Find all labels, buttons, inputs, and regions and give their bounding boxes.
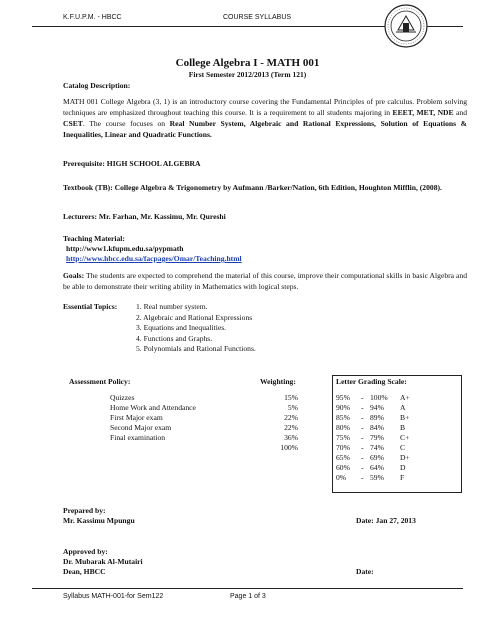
grade-high: 79% [370, 433, 384, 442]
approved-date: Date: [356, 567, 374, 576]
grade-low: 0% [336, 473, 347, 482]
teaching-heading: Teaching Material: [63, 234, 125, 243]
catalog-description [63, 96, 467, 140]
prerequisite: Prerequisite: HIGH SCHOOL ALGEBRA [63, 159, 201, 168]
grade-low: 80% [336, 423, 350, 432]
prepared-label: Prepared by: [63, 506, 106, 515]
grade-letter: A [400, 403, 406, 412]
approved-name: Dr. Mubarak Al-Mutairi [63, 557, 143, 566]
grade-dash: - [361, 443, 364, 452]
header-institution: K.F.U.P.M. - HBCC [63, 14, 122, 21]
assessment-item-weight: 22% [284, 423, 298, 432]
grade-letter: F [400, 473, 405, 482]
grade-low: 70% [336, 443, 350, 452]
topic-item: 5. Polynomials and Rational Functions. [136, 344, 256, 353]
grade-letter: B+ [400, 413, 410, 422]
grade-high: 74% [370, 443, 384, 452]
grade-dash: - [361, 393, 364, 402]
topic-item: 3. Equations and Inequalities. [136, 323, 227, 332]
teaching-link-kfupm[interactable]: http://www1.kfupm.edu.sa/pypmath [66, 244, 184, 253]
grade-dash: - [361, 463, 364, 472]
goals-text: The students are expected to comprehend the material of this course, improve their computational skills in basic Algebra and be able to demonstrate their writing ability in Mathematics with logical steps. [63, 271, 467, 291]
catalog-majors: EEET, MET, NDE [392, 108, 454, 117]
grade-letter: D [400, 463, 406, 472]
page-subtitle: First Semester 2012/2013 (Term 121) [188, 70, 307, 79]
goals-label: Goals: [63, 271, 85, 280]
grade-letter: A+ [400, 393, 410, 402]
assessment-item-weight: 36% [284, 433, 298, 442]
grade-high: 59% [370, 473, 384, 482]
topic-item: 2. Algebraic and Rational Expressions [136, 312, 253, 322]
assessment-item-weight: 22% [284, 413, 298, 422]
grade-high: 69% [370, 453, 384, 462]
grade-letter: B [400, 423, 406, 432]
grade-low: 65% [336, 453, 350, 462]
grade-dash: - [361, 413, 364, 422]
grade-dash: - [361, 403, 364, 412]
grade-low: 60% [336, 463, 350, 472]
catalog-focus: Real Number System, Algebraic and Rational Expressions, Solution of Equations & Inequalities, Linear and Quadratic Functions. [63, 119, 467, 139]
approved-label: Approved by: [63, 547, 108, 556]
grade-low: 90% [336, 403, 350, 412]
grade-high: 100% [370, 393, 388, 402]
grade-high: 64% [370, 463, 384, 472]
footer-page: Page 1 of 3 [230, 593, 266, 600]
topic-item: 1. Real number system. [136, 302, 208, 311]
header-course-syllabus: COURSE SYLLABUS [223, 14, 292, 21]
prepared-name: Mr. Kassimu Mpungu [63, 516, 135, 525]
topics-list [136, 302, 256, 355]
approved-role: Dean, HBCC [63, 567, 106, 576]
assessment-item-name: Final examination [110, 433, 166, 442]
assessment-policy-label: Assessment Policy: [69, 377, 131, 386]
grade-low: 75% [336, 433, 350, 442]
page-title: College Algebra I - MATH 001 [175, 57, 320, 69]
prepared-date: Date: Jan 27, 2013 [356, 516, 416, 525]
university-seal-logo [384, 4, 428, 48]
assessment-item-weight: 15% [284, 393, 298, 402]
grade-high: 89% [370, 413, 384, 422]
lecturers: Lecturers: Mr. Farhan, Mr. Kassimu, Mr. Qureshi [63, 212, 226, 221]
catalog-and: and [453, 108, 467, 117]
assessment-item-name: Second Major exam [110, 423, 172, 432]
goals [63, 270, 467, 292]
weighting-label: Weighting: [260, 377, 296, 386]
grade-dash: - [361, 453, 364, 462]
assessment-item-weight: 5% [287, 403, 298, 412]
grade-dash: - [361, 423, 364, 432]
catalog-text: MATH 001 College Algebra (3, 1) is an introductory course covering the Fundamental Principles of pre calculus. Problem solving techniques are emphasized throughout teaching this course. It is a requirement to all students majoring in [63, 97, 467, 117]
grading-scale-label: Letter Grading Scale: [336, 377, 407, 386]
grade-low: 95% [336, 393, 350, 402]
assessment-item-weight: 100% [280, 443, 298, 452]
grade-high: 84% [370, 423, 384, 432]
grade-letter: C [400, 443, 406, 452]
teaching-link-hbcc-anchor[interactable]: http://www.hbcc.edu.sa/facpages/Omar/Teaching.html [66, 254, 242, 263]
catalog-heading: Catalog Description: [63, 81, 131, 90]
catalog-cset: CSET [63, 119, 83, 128]
footer-file: Syllabus MATH-001-for Sem122 [63, 593, 164, 600]
assessment-item-name: Home Work and Attendance [110, 403, 196, 412]
catalog-text-mid: . The course focuses on [82, 119, 170, 128]
grading-scale-box [332, 375, 462, 493]
grade-dash: - [361, 433, 364, 442]
grade-dash: - [361, 473, 364, 482]
footer-rule [32, 588, 463, 589]
grade-high: 94% [370, 403, 384, 412]
grade-low: 85% [336, 413, 350, 422]
teaching-link-hbcc[interactable] [66, 254, 242, 263]
assessment-item-name: First Major exam [110, 413, 163, 422]
grade-letter: C+ [400, 433, 410, 442]
assessment-item-name: Quizzes [110, 393, 135, 402]
topic-item: 4. Functions and Graphs. [136, 333, 213, 343]
grade-letter: D+ [400, 453, 410, 462]
textbook: Textbook (TB): College Algebra & Trigonometry by Aufmann /Barker/Nation, 6th Edition, Houghton Mifflin, (2008). [63, 183, 442, 192]
topics-label: Essential Topics: [63, 302, 118, 311]
